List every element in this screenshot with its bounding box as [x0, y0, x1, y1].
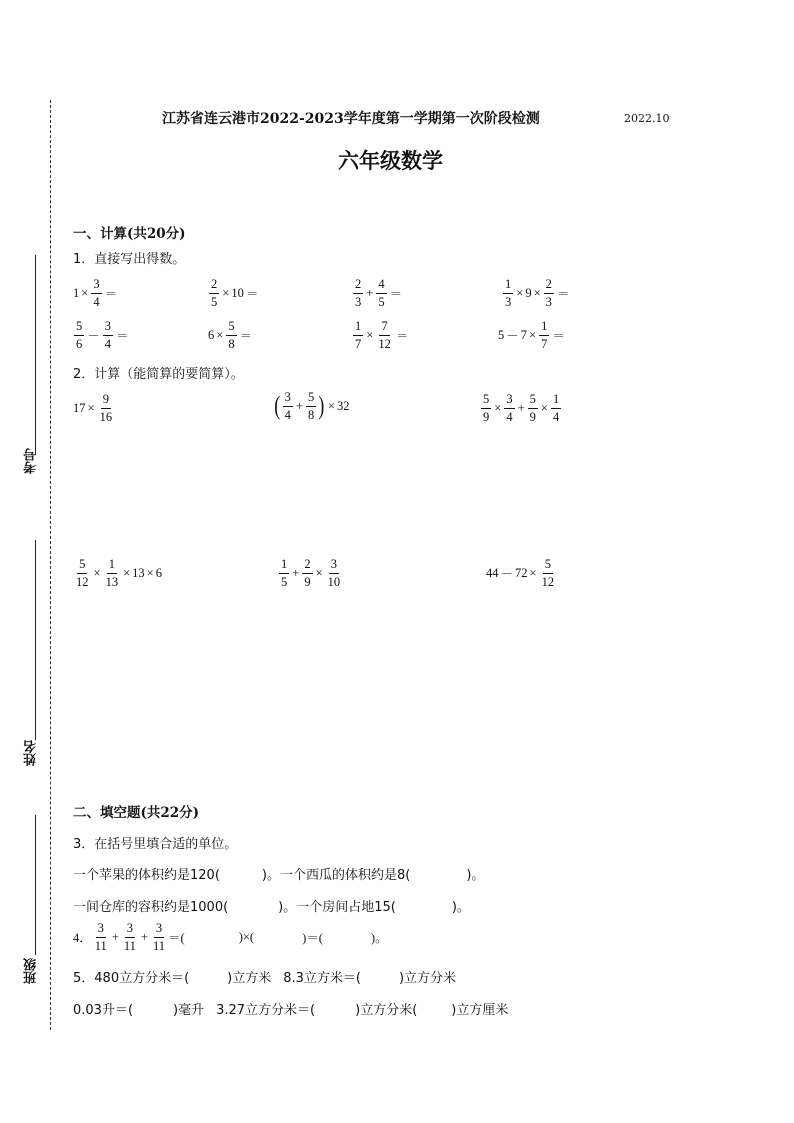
q2-expr-6: 44 － 72 × $\frac{5}{12}$	[486, 557, 555, 589]
q2-expr-1: 17 × $\frac{9}{16}$	[73, 392, 113, 424]
class-rule	[35, 815, 36, 955]
q1-expr-1: 1 × $\frac{3}{4}$ ＝	[73, 277, 118, 309]
page-title: 六年级数学	[338, 149, 443, 173]
name-label: 姓名	[24, 740, 39, 766]
exam-header-title: 江苏省连云港市2022-2023学年度第一学期第一次阶段检测	[162, 111, 540, 127]
q1-expr-7: $\frac{1}{7}$ × $\frac{7}{12}$ ＝	[355, 319, 409, 351]
q1-expr-5: $\frac{5}{6}$ － $\frac{3}{4}$ ＝	[76, 319, 129, 351]
q1-expr-2: $\frac{2}{5}$ × 10 ＝	[211, 277, 259, 309]
question-4: 4． $\frac{3}{11}$ + $\frac{3}{11}$ + $\frac{3}{11}$ ＝( )×( )＝( )。	[73, 921, 388, 953]
exam-date: 2022.10	[624, 112, 670, 125]
name-rule	[35, 540, 36, 740]
exam-number-rule	[35, 255, 36, 455]
binding-dashed-line	[50, 100, 51, 1030]
q1-expr-3: $\frac{2}{3}$ + $\frac{4}{5}$ ＝	[355, 277, 403, 309]
section-1-heading: 一、计算(共20分)	[73, 226, 186, 242]
q3-line-2: 一间仓库的容积约是1000( )。一个房间占地15( )。	[73, 900, 470, 915]
q2-expr-2: ( $\frac{3}{4}$ + $\frac{5}{8}$ ) × 32	[274, 390, 350, 422]
q1-expr-8: 5 － 7 × $\frac{1}{7}$ ＝	[498, 319, 565, 351]
section-2-heading: 二、填空题(共22分)	[73, 805, 200, 821]
question-1: 1．直接写出得数。	[73, 252, 186, 267]
q1-expr-6: 6 × $\frac{5}{8}$ ＝	[208, 319, 253, 351]
q2-expr-4: $\frac{5}{12}$ × $\frac{1}{13}$ × 13 × 6	[76, 557, 162, 589]
exam-number-label: 考号	[24, 448, 39, 474]
q2-expr-3: $\frac{5}{9}$ × $\frac{3}{4}$ + $\frac{5}{9}$ × $\frac{1}{4}$	[483, 392, 560, 424]
class-label: 班级	[24, 958, 39, 984]
question-5-line-2: 0.03升＝( )毫升 3.27立方分米＝( )立方分米( )立方厘米	[73, 1003, 509, 1018]
question-5-line-1: 5．480立方分米＝( )立方米 8.3立方米＝( )立方分米	[73, 971, 457, 986]
question-2: 2．计算（能简算的要简算）。	[73, 367, 244, 382]
q3-line-1: 一个苹果的体积约是120( )。一个西瓜的体积约是8( )。	[73, 868, 485, 883]
q2-expr-5: $\frac{1}{5}$ + $\frac{2}{9}$ × $\frac{3}{10}$	[281, 557, 341, 589]
question-3: 3．在括号里填合适的单位。	[73, 837, 238, 852]
q1-expr-4: $\frac{1}{3}$ × 9 × $\frac{2}{3}$ ＝	[505, 277, 570, 309]
